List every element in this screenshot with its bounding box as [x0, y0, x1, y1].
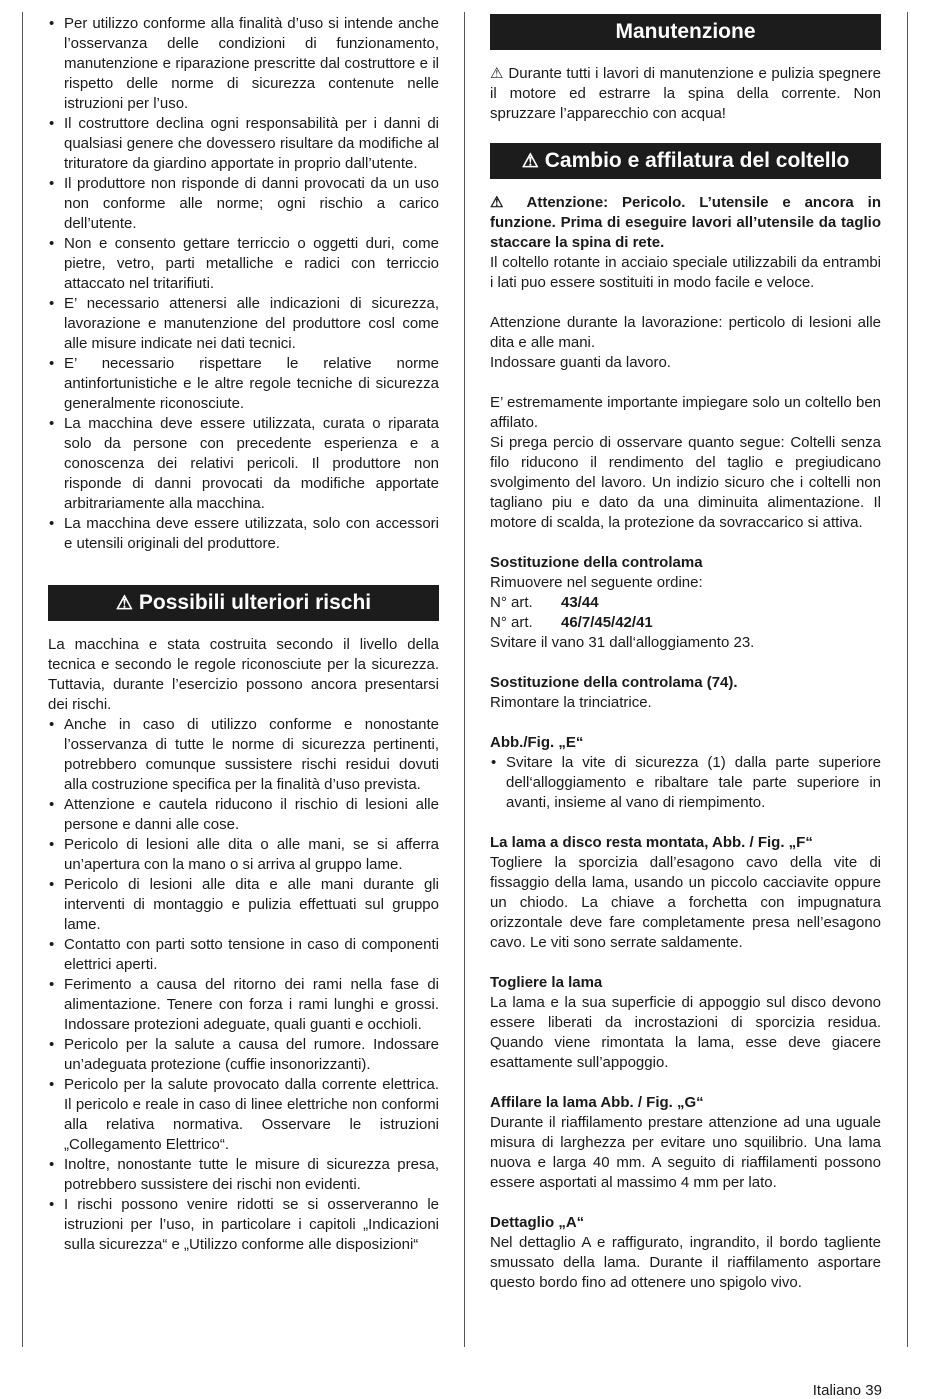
- list-item: • Per utilizzo conforme alla finalità d’uso si intende anche l’osservanza delle condizioni di funzionamento, manutenzione e riparazione prescritte dal costruttore e il rispetto delle norme di sicurezza contenute nelle istruzioni per l’uso.: [48, 14, 439, 114]
- figure-g-heading: Affilare la lama Abb. / Fig. „G“: [490, 1094, 704, 1111]
- figure-e-list: [490, 753, 881, 813]
- article-number: 43/44: [561, 594, 599, 611]
- risks-title-text: Possibili ulteriori rischi: [138, 591, 372, 614]
- figure-f-heading: La lama a disco resta montata, Abb. / Fig. „F“: [490, 834, 813, 851]
- counterblade-intro: Rimuovere nel seguente ordine:: [490, 574, 703, 591]
- list-item: • E’ necessario rispettare le relative norme antinfortunistiche e le altre regole tecniche di sicurezza generalmente riconosciute.: [48, 354, 439, 414]
- list-item: • Pericolo per la salute a causa del rumore. Indossare un’adeguata protezione (cuffie insonorizzanti).: [48, 1035, 439, 1075]
- warning-triangle-icon: ⚠: [490, 194, 527, 211]
- remove-blade-heading: Togliere la lama: [490, 974, 603, 991]
- list-item: • E’ necessario attenersi alle indicazioni di sicurezza, lavorazione e manutenzione del produttore cosl come alle misure indicate nei dati tecnici.: [48, 294, 439, 354]
- article-label: N° art.: [490, 614, 533, 631]
- page-footer: Italiano 39: [812, 1382, 882, 1399]
- maintenance-section-title: [490, 14, 881, 50]
- list-item: • Pericolo di lesioni alle dita e alle mani durante gli interventi di montaggio e pulizia effettuati sul gruppo lame.: [48, 875, 439, 935]
- warning-triangle-icon: ⚠: [521, 151, 539, 172]
- list-item: • Inoltre, nonostante tutte le misure di sicurezza presa, potrebbero sussistere dei rischi non evidenti.: [48, 1155, 439, 1195]
- counterblade-74-heading: Sostituzione della controlama (74).: [490, 674, 738, 691]
- sharpness-text-2: Si prega percio di osservare quanto segue: Coltelli senza filo riducono il rendimento del taglio e pregiudicano svolgimento del lavoro. Un indizio sicuro che i coltelli non tagliano piu e dato da una diminuita alimentazione. Il motore di scalda, la protezione da sovraccarico si attiva.: [490, 434, 881, 531]
- list-item: • Pericolo per la salute provocato dalla corrente elettrica. Il pericolo e reale in caso di linee elettriche non conformi alla relativa normativa. Osservare le istruzioni „Collegamento Elettrico“.: [48, 1075, 439, 1155]
- warning-triangle-icon: ⚠: [490, 65, 509, 82]
- list-item: • I rischi possono venire ridotti se si osserveranno le istruzioni per l’uso, in particolare i capitoli „Indicazioni sulla sicurezza“ e „Utilizzo conforme alle disposizioni“: [48, 1195, 439, 1255]
- knife-text: Il coltello rotante in acciaio speciale utilizzabili da entrambi i lati puo essere sostituiti in modo facile e veloce.: [490, 254, 881, 291]
- counterblade-74-text: Rimontare la trinciatrice.: [490, 694, 652, 711]
- list-item: • Il costruttore declina ogni responsabilità per i danni di qualsiasi genere che dovessero risultare da modifiche al trituratore da giardino apportate in proprio dall’utente.: [48, 114, 439, 174]
- article-row-2: [490, 613, 881, 633]
- left-margin-rule: [22, 12, 23, 1347]
- article-row-1: [490, 593, 881, 613]
- figure-g-text: Durante il riaffilamento prestare attenzione ad una uguale misura di larghezza per evitare uno squilibrio. Una lama nuova e larga 40 mm. A seguito di riaffilamenti possono essere asportati al massimo 4 mm per lato.: [490, 1114, 881, 1191]
- usage-rules-list: [48, 14, 439, 554]
- article-number: 46/7/45/42/41: [561, 614, 653, 631]
- left-column: [48, 14, 439, 1255]
- list-item: • Svitare la vite di sicurezza (1) dalla parte superiore dell‘alloggiamento e ribaltare tale parte superiore in avanti, insieme al vano di riempimento.: [490, 753, 881, 813]
- list-item: • Ferimento a causa del ritorno dei rami nella fase di alimentazione. Tenere con forza i rami lunghi e grossi. Indossare protezioni adeguate, quali guanti e occhioli.: [48, 975, 439, 1035]
- list-item: • La macchina deve essere utilizzata, solo con accessori e utensili originali del produttore.: [48, 514, 439, 554]
- right-column: [490, 14, 881, 1293]
- list-item: • Attenzione e cautela riducono il rischio di lesioni alle persone e danni alle cose.: [48, 795, 439, 835]
- counterblade-heading: Sostituzione della controlama: [490, 554, 703, 571]
- knife-section-title: [490, 143, 881, 179]
- list-item: • Contatto con parti sotto tensione in caso di componenti elettrici aperti.: [48, 935, 439, 975]
- risks-intro: La macchina e stata costruita secondo il livello della tecnica e secondo le regole riconosciute per la sicurezza. Tuttavia, durante l’esercizio possono ancora presentarsi dei rischi.: [48, 636, 439, 713]
- list-item: • La macchina deve essere utilizzata, curata o riparata solo da persone con precedente esperienza e a conoscenza dei relativi pericoli. Il produttore non risponde di danni provocati da modifiche apportate arbitrariamente alla macchina.: [48, 414, 439, 514]
- maintenance-text: ⚠ Durante tutti i lavori di manutenzione e pulizia spegnere il motore ed estrarre la spina della corrente. Non spruzzare l’apparecchio con acqua!: [490, 65, 881, 122]
- sharpness-text-1: E’ estremamente importante impiegare solo un coltello ben affilato.: [490, 394, 881, 431]
- caution-text-2: Indossare guanti da lavoro.: [490, 354, 671, 371]
- list-item: • Anche in caso di utilizzo conforme e nonostante l’osservanza di tutte le norme di sicurezza pertinenti, potrebbero comunque sussistere rischi residui dovuti alla costruzione specifica per la finalità d’uso prevista.: [48, 715, 439, 795]
- detail-a-text: Nel dettaglio A e raffigurato, ingrandito, il bordo tagliente smussato della lama. Durante il riaffilamento asportare questo bordo fino ad ottenere uno spigolo vivo.: [490, 1234, 881, 1291]
- figure-f-text: Togliere la sporcizia dall’esagono cavo della vite di fissaggio della lama, usando un piccolo cacciavite oppure un chiodo. La chiave a forchetta con impugnatura orizzontale deve fare completamente presa nell’esagono cavo. Le viti sono serrate saldamente.: [490, 854, 881, 951]
- right-margin-rule: [907, 12, 908, 1347]
- risks-list: [48, 715, 439, 1255]
- knife-title-text: Cambio e affilatura del coltello: [544, 149, 850, 172]
- remove-blade-text: La lama e la sua superficie di appoggio sul disco devono essere liberati da incrostazioni di sporcizia residua. Quando viene rimontata la lama, esse deve giacere esattamente sull’appoggio.: [490, 994, 881, 1071]
- maintenance-title-text: Manutenzione: [615, 20, 756, 43]
- counterblade-text: Svitare il vano 31 dall‘alloggiamento 23.: [490, 634, 755, 651]
- list-item: • Non e consento gettare terriccio o oggetti duri, come pietre, vetro, parti metalliche e radici con terriccio attaccato nel tritarifiuti.: [48, 234, 439, 294]
- warning-triangle-icon: ⚠: [115, 593, 133, 614]
- article-label: N° art.: [490, 594, 533, 611]
- risks-section-title: [48, 585, 439, 621]
- column-divider-rule: [464, 12, 465, 1347]
- detail-a-heading: Dettaglio „A“: [490, 1214, 585, 1231]
- list-item: • Pericolo di lesioni alle dita o alle mani, se si afferra un’apertura con la mano o si arriva al gruppo lame.: [48, 835, 439, 875]
- knife-warning: ⚠ Attenzione: Pericolo. L’utensile e ancora in funzione. Prima di eseguire lavori all’utensile da taglio staccare la spina di rete.: [490, 194, 881, 251]
- figure-e-heading: Abb./Fig. „E“: [490, 734, 584, 751]
- list-item: • Il produttore non risponde di danni provocati da un uso non conforme alle norme; ogni rischio a carico dell’utente.: [48, 174, 439, 234]
- caution-text-1: Attenzione durante la lavorazione: perticolo di lesioni alle dita e alle mani.: [490, 314, 881, 351]
